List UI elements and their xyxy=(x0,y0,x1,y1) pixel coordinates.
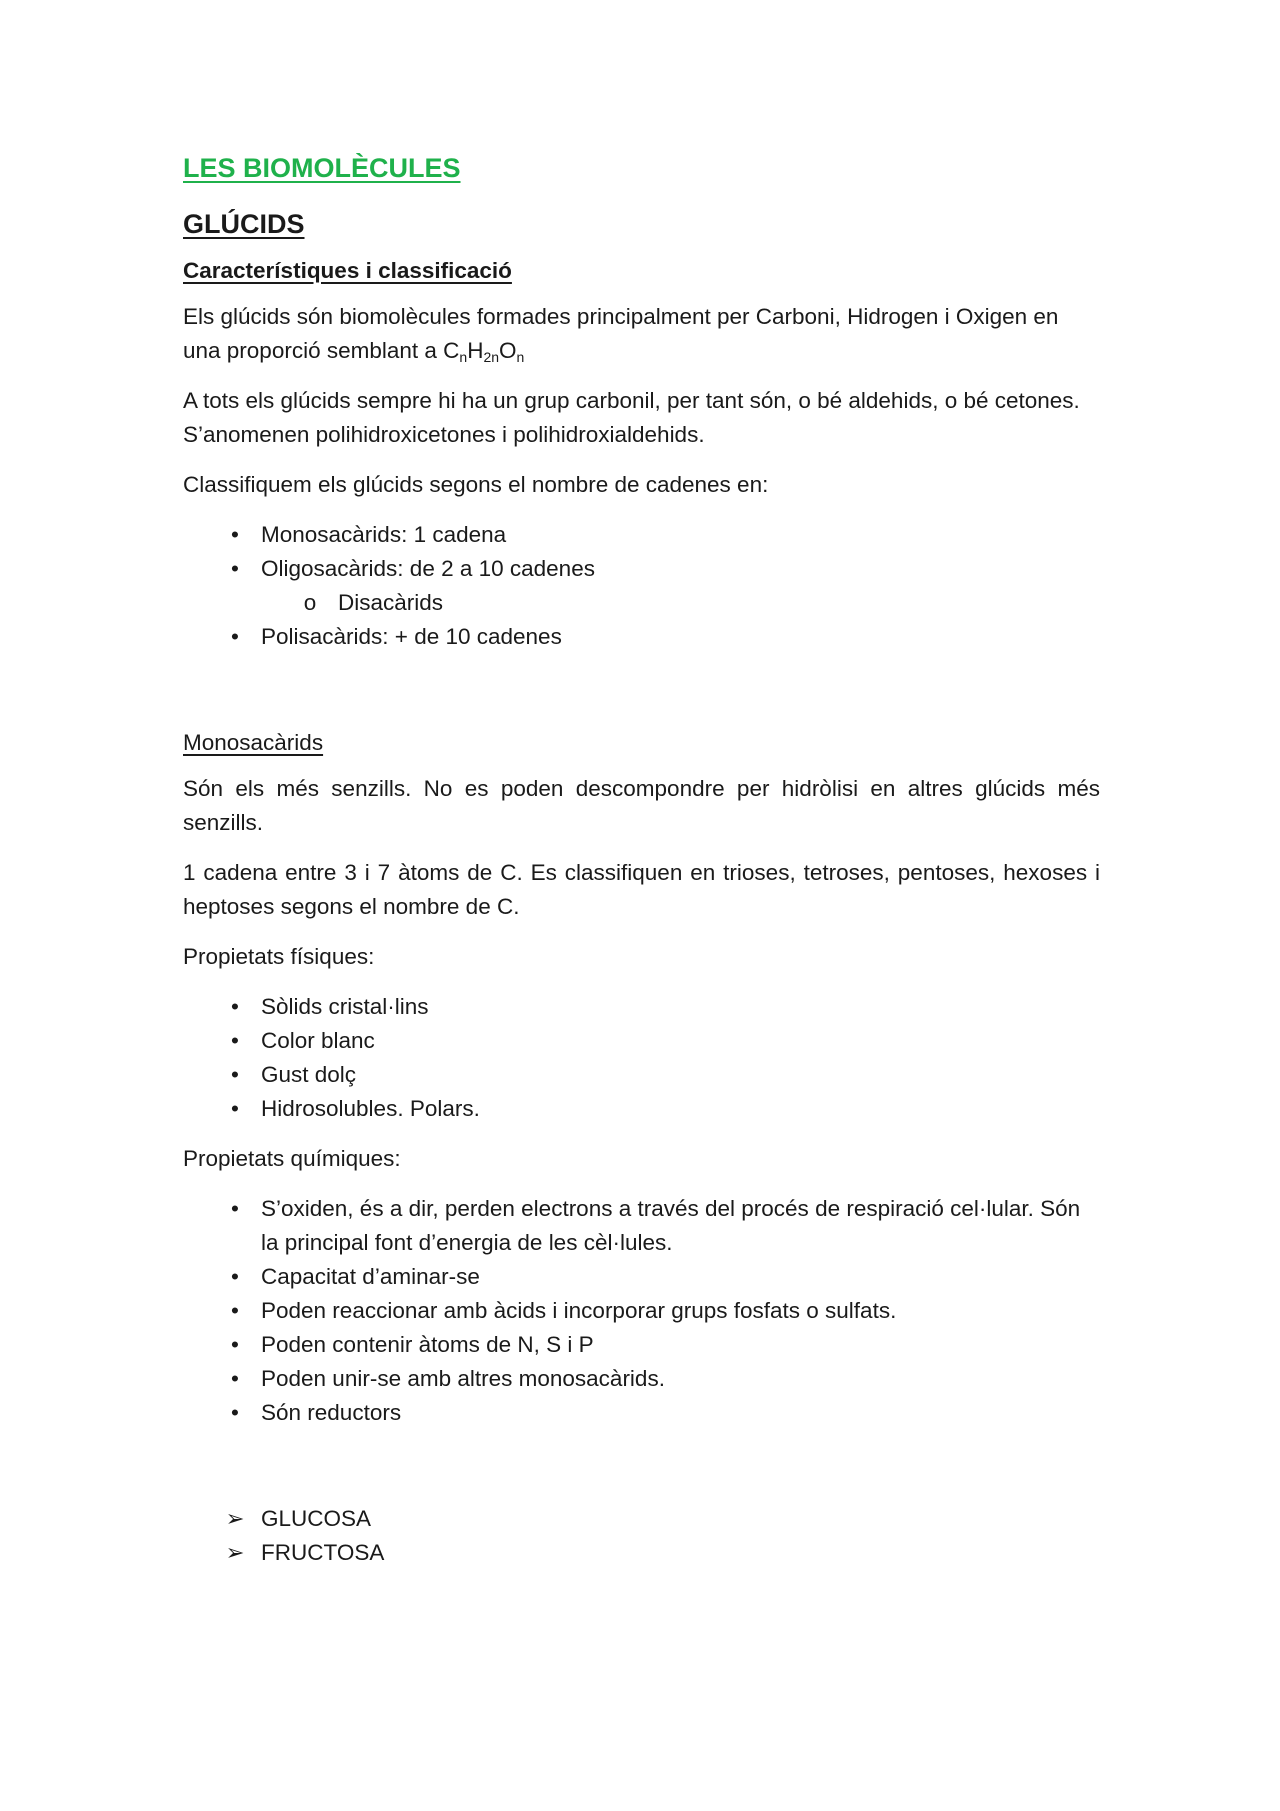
bullet-icon: • xyxy=(231,1298,239,1323)
formula-sub-n1: n xyxy=(459,349,468,365)
list-item-text: Gust dolç xyxy=(261,1062,357,1087)
list-item xyxy=(183,990,1100,1024)
list-item xyxy=(183,1092,1100,1126)
list-item xyxy=(183,620,1100,654)
list-item-text: GLUCOSA xyxy=(261,1506,372,1531)
document-title: LES BIOMOLÈCULES xyxy=(183,153,461,183)
list-item xyxy=(183,1536,1100,1570)
formula-h: H xyxy=(467,338,484,363)
bullet-icon: • xyxy=(231,1028,239,1053)
formula-o: O xyxy=(499,338,517,363)
intro-paragraph-composition xyxy=(183,300,1100,368)
bullet-icon: • xyxy=(231,1366,239,1391)
monosacarids-paragraph-2: 1 cadena entre 3 i 7 àtoms de C. Es classifiquen en trioses, tetroses, pentoses, hexoses i heptoses segons el nombre de C. xyxy=(183,860,1100,919)
list-item xyxy=(183,1362,1100,1396)
circle-bullet-icon: o xyxy=(303,590,317,615)
list-item-text: Poden unir-se amb altres monosacàrids. xyxy=(261,1366,665,1391)
list-item-text: Són reductors xyxy=(261,1400,402,1425)
list-item-text: Monosacàrids: 1 cadena xyxy=(261,522,507,547)
list-item xyxy=(183,1024,1100,1058)
list-item-text: Disacàrids xyxy=(338,590,444,615)
bullet-icon: • xyxy=(231,1196,239,1221)
intro-paragraph-classify: Classifiquem els glúcids segons el nombre de cadenes en: xyxy=(183,472,769,497)
subsection-heading-characteristics: Característiques i classificació xyxy=(183,258,512,283)
bullet-icon: • xyxy=(231,1400,239,1425)
chemical-formula xyxy=(443,338,524,363)
list-item xyxy=(183,1192,1100,1260)
arrow-bullet-icon: ➢ xyxy=(225,1506,245,1531)
examples-list xyxy=(183,1502,1100,1570)
list-item-text: Poden reaccionar amb àcids i incorporar grups fosfats o sulfats. xyxy=(261,1298,897,1323)
intro-paragraph-carbonyl: A tots els glúcids sempre hi ha un grup carbonil, per tant són, o bé aldehids, o bé cetones. S’anomenen polihidroxicetones i polihidroxialdehids. xyxy=(183,388,1080,447)
physical-properties-list xyxy=(183,990,1100,1126)
list-item xyxy=(183,1396,1100,1430)
chemical-properties-label: Propietats químiques: xyxy=(183,1146,401,1171)
monosacarids-paragraph-1: Són els més senzills. No es poden descompondre per hidròlisi en altres glúcids més senzills. xyxy=(183,776,1100,835)
physical-properties-label: Propietats físiques: xyxy=(183,944,375,969)
list-item xyxy=(183,1294,1100,1328)
list-item-text: FRUCTOSA xyxy=(261,1540,385,1565)
arrow-bullet-icon: ➢ xyxy=(225,1540,245,1565)
bullet-icon: • xyxy=(231,1332,239,1357)
bullet-icon: • xyxy=(231,624,239,649)
list-item-text: Capacitat d’aminar-se xyxy=(261,1264,480,1289)
bullet-icon: • xyxy=(231,1096,239,1121)
list-item-text: Hidrosolubles. Polars. xyxy=(261,1096,480,1121)
document-page xyxy=(183,150,1100,1586)
intro-text: Els glúcids són biomolècules formades principalment per Carboni, Hidrogen i Oxigen en una proporció semblant a xyxy=(183,304,1059,363)
formula-c: C xyxy=(443,338,460,363)
list-item-text: Poden contenir àtoms de N, S i P xyxy=(261,1332,594,1357)
list-item xyxy=(183,1260,1100,1294)
formula-sub-n3: n xyxy=(516,349,525,365)
classification-list xyxy=(183,518,1100,654)
list-item-text: Sòlids cristal·lins xyxy=(261,994,429,1019)
bullet-icon: • xyxy=(231,1062,239,1087)
bullet-icon: • xyxy=(231,556,239,581)
section-heading-glucids: GLÚCIDS xyxy=(183,209,305,239)
list-item-text: Oligosacàrids: de 2 a 10 cadenes xyxy=(261,556,595,581)
bullet-icon: • xyxy=(231,1264,239,1289)
list-item xyxy=(183,1502,1100,1536)
list-item xyxy=(183,552,1100,586)
bullet-icon: • xyxy=(231,994,239,1019)
list-item xyxy=(183,518,1100,552)
sub-list-item xyxy=(183,586,1100,620)
chemical-properties-list xyxy=(183,1192,1100,1430)
monosacarids-heading: Monosacàrids xyxy=(183,730,324,755)
list-item xyxy=(183,1058,1100,1092)
bullet-icon: • xyxy=(231,522,239,547)
list-item-text: Polisacàrids: + de 10 cadenes xyxy=(261,624,562,649)
list-item xyxy=(183,1328,1100,1362)
formula-sub-n2: 2n xyxy=(483,349,500,365)
list-item-text: S’oxiden, és a dir, perden electrons a través del procés de respiració cel·lular. Són la principal font d’energia de les cèl·lules. xyxy=(261,1196,1081,1255)
list-item-text: Color blanc xyxy=(261,1028,375,1053)
